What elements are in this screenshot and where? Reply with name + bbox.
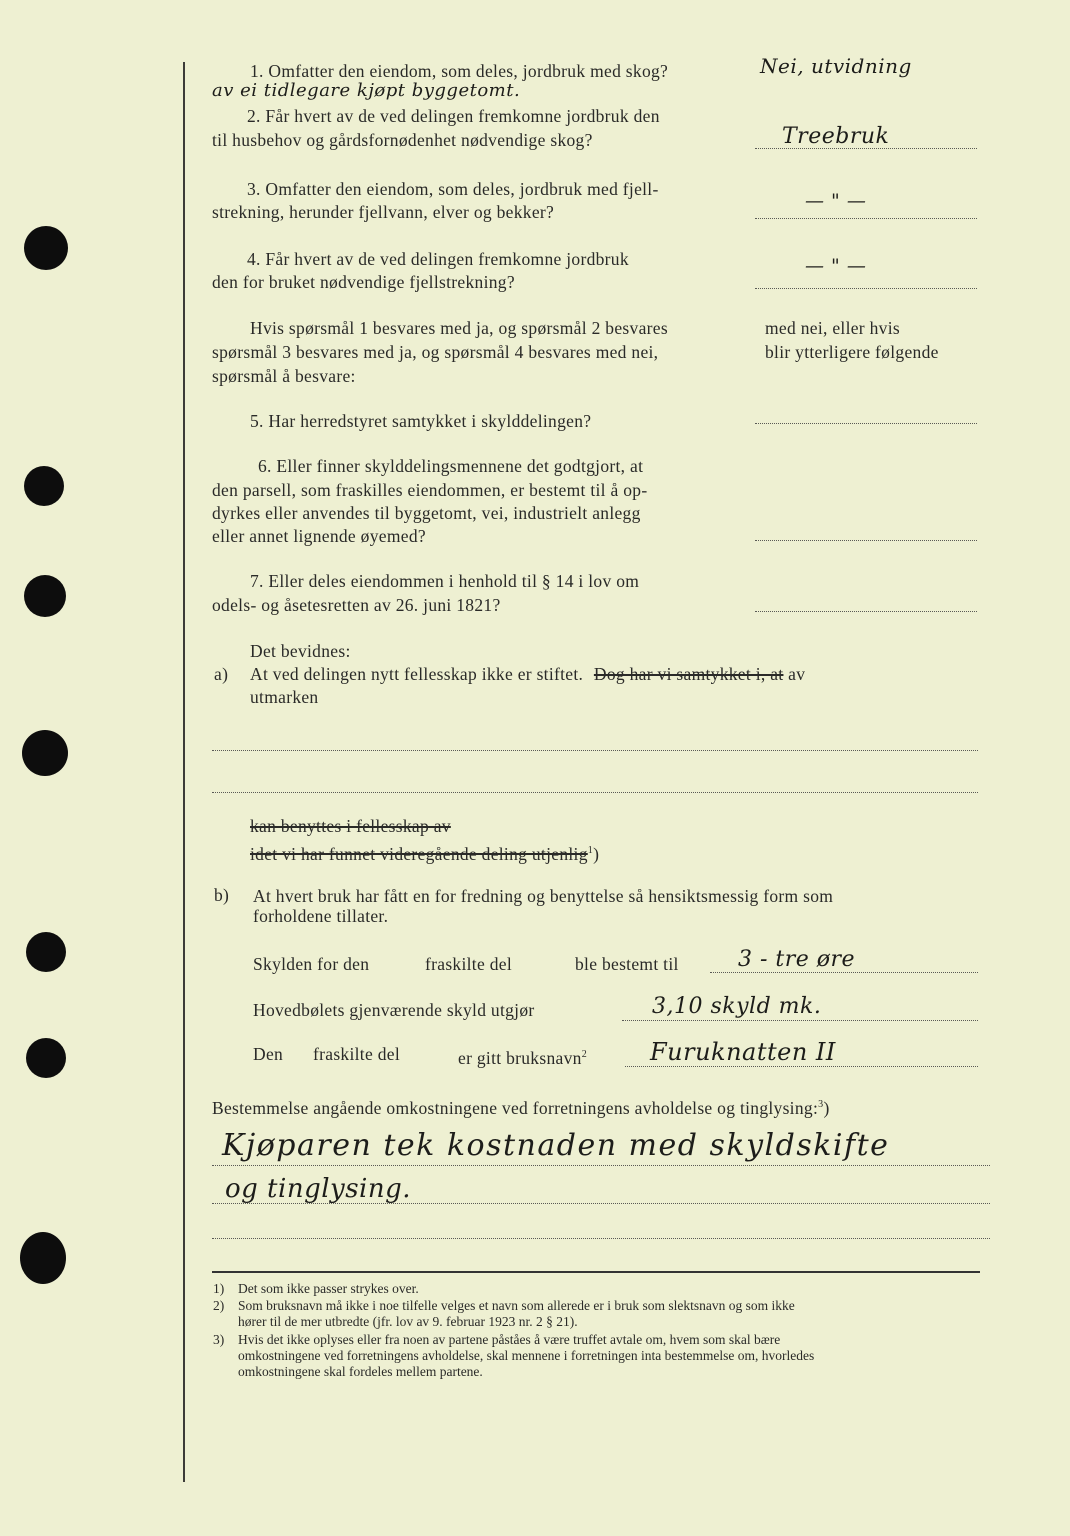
fill-line (710, 972, 978, 973)
attest-a-text (250, 663, 805, 686)
binder-hole (20, 1232, 66, 1284)
footnote-ref: 1 (587, 845, 594, 856)
binder-hole (24, 466, 64, 506)
footnote-1-line-1: Det som ikke passer strykes over. (238, 1281, 419, 1296)
question-2-line-1: 2. Får hvert av de ved delingen fremkomne jordbruk den (247, 106, 660, 126)
binder-hole (24, 575, 66, 617)
fill-line (625, 1066, 978, 1067)
footnote-2-num: 2) (213, 1298, 225, 1313)
footnote-1-num: 1) (213, 1281, 225, 1296)
condition-line-2: spørsmål 3 besvares med ja, og spørsmål 4 besvares med nei, (212, 342, 659, 362)
footnote-paren: ) (823, 1097, 830, 1118)
skyld-mid: fraskilte del (425, 954, 512, 974)
bruksnavn-end-text: er gitt bruksnavn (458, 1047, 582, 1068)
skyld-label: Skylden for den (253, 954, 370, 974)
binder-hole (24, 226, 68, 270)
attest-b-line-2: forholdene tillater. (253, 906, 389, 926)
attest-b-marker: b) (214, 885, 230, 905)
question-3-line-2: strekning, herunder fjellvann, elver og bekker? (212, 202, 555, 222)
costs-label-text: Bestemmelse angående omkostningene ved forretningens avholdelse og tinglysing: (212, 1097, 819, 1118)
question-2-line-2: til husbehov og gårdsfornødenhet nødvendige skog? (212, 130, 593, 150)
footnote-3-line-2: omkostningene ved forretningens avholdelse, skal mennene i forretningen inta bestemmelse om, hvorledes (238, 1348, 815, 1363)
footnote-3-num: 3) (213, 1332, 225, 1347)
bruksnavn-mid: fraskilte del (313, 1044, 400, 1064)
attest-a-main: At ved delingen nytt fellesskap ikke er stiftet. (250, 664, 584, 684)
answer-line (755, 288, 977, 289)
bruksnavn-end (458, 1043, 587, 1070)
question-5-text: 5. Har herredstyret samtykket i skylddelingen? (250, 411, 592, 431)
fill-line (622, 1020, 978, 1021)
fill-line (212, 792, 978, 793)
answer-line (755, 423, 977, 424)
question-4-line-2: den for bruket nødvendige fjellstrekning? (212, 272, 515, 292)
footnote-3-line-1: Hvis det ikke oplyses eller fra noen av partene påståes å være truffet avtale om, hvem som skal bære (238, 1332, 781, 1347)
condition-right-1: med nei, eller hvis (765, 318, 900, 338)
question-6-line-2: den parsell, som fraskilles eiendommen, er bestemt til å op- (212, 480, 648, 500)
struck-text-1: kan benyttes i fellesskap av (250, 816, 451, 836)
fill-line (212, 1165, 990, 1166)
question-1-text: 1. Omfatter den eiendom, som deles, jordbruk med skog? (250, 61, 669, 81)
binder-hole (26, 932, 66, 972)
costs-handwritten-line-1: Kjøparen tek kostnaden med skyldskifte (222, 1128, 890, 1163)
question-6-line-4: eller annet lignende øyemed? (212, 526, 426, 546)
footnote-paren: ) (593, 843, 600, 864)
question-1-answer: Nei, utvidning (760, 54, 912, 78)
footnote-2-line-1: Som bruksnavn må ikke i noe tilfelle velges et navn som allerede er i bruk som slektsnavn og som ikke (238, 1298, 795, 1313)
answer-line (755, 218, 977, 219)
question-1-answer-cont: av ei tidlegare kjøpt byggetomt. (212, 80, 521, 101)
hovedbol-label: Hovedbølets gjenværende skyld utgjør (253, 1000, 535, 1020)
footnote-ref: 2 (581, 1049, 587, 1060)
question-7-line-2: odels- og åsetesretten av 26. juni 1821? (212, 595, 501, 615)
struck-text-2 (250, 839, 599, 866)
attest-a-struck: Dog har vi samtykket i, at (593, 664, 784, 684)
binder-hole (22, 730, 68, 776)
question-2-answer: Treebruk (782, 124, 890, 149)
bruksnavn-label: Den (253, 1044, 284, 1064)
costs-handwritten-line-2: og tinglysing. (225, 1174, 412, 1204)
question-3-line-1: 3. Omfatter den eiendom, som deles, jordbruk med fjell- (247, 179, 659, 199)
condition-line-3: spørsmål å besvare: (212, 366, 356, 386)
footnote-ref: 3 (818, 1099, 824, 1110)
question-6-line-1: 6. Eller finner skylddelingsmennene det godtgjort, at (258, 456, 644, 476)
struck-text-2-body: idet vi har funnet videregående deling utjenlig (250, 843, 588, 864)
answer-line (755, 148, 977, 149)
question-4-line-1: 4. Får hvert av de ved delingen fremkomne jordbruk (247, 249, 629, 269)
margin-line (183, 62, 185, 1482)
fill-line (212, 1238, 990, 1239)
attest-b-line-1: At hvert bruk har fått en for fredning og benyttelse så hensiktsmessig form som (253, 886, 834, 906)
footnote-2-line-2: hører til de mer utbredte (jfr. lov av 9. februar 1923 nr. 2 § 21). (238, 1314, 578, 1329)
bruksnavn-value: Furuknatten II (650, 1038, 836, 1066)
attest-a-line-2: utmarken (250, 687, 319, 707)
question-7-line-1: 7. Eller deles eiendommen i henhold til § 14 i lov om (250, 571, 640, 591)
question-6-line-3: dyrkes eller anvendes til byggetomt, vei, industrielt anlegg (212, 503, 641, 523)
question-4-answer: — " — (805, 255, 867, 277)
skyld-value: 3 - tre øre (738, 947, 856, 972)
footnote-3-line-3: omkostningene skal fordeles mellem partene. (238, 1364, 483, 1379)
question-3-answer: — " — (805, 190, 867, 212)
condition-right-2: blir ytterligere følgende (765, 342, 939, 362)
answer-line (755, 611, 977, 612)
skyld-end: ble bestemt til (575, 954, 679, 974)
attest-a-end: av (788, 664, 806, 684)
footnote-separator (212, 1271, 980, 1273)
attest-a-marker: a) (214, 664, 229, 684)
costs-label (212, 1093, 830, 1120)
fill-line (212, 1203, 990, 1204)
hovedbol-value: 3,10 skyld mk. (652, 994, 822, 1019)
binder-hole (26, 1038, 66, 1078)
attest-heading: Det bevidnes: (250, 641, 351, 661)
answer-line (755, 540, 977, 541)
fill-line (212, 750, 978, 751)
condition-line-1: Hvis spørsmål 1 besvares med ja, og spørsmål 2 besvares (250, 318, 668, 338)
